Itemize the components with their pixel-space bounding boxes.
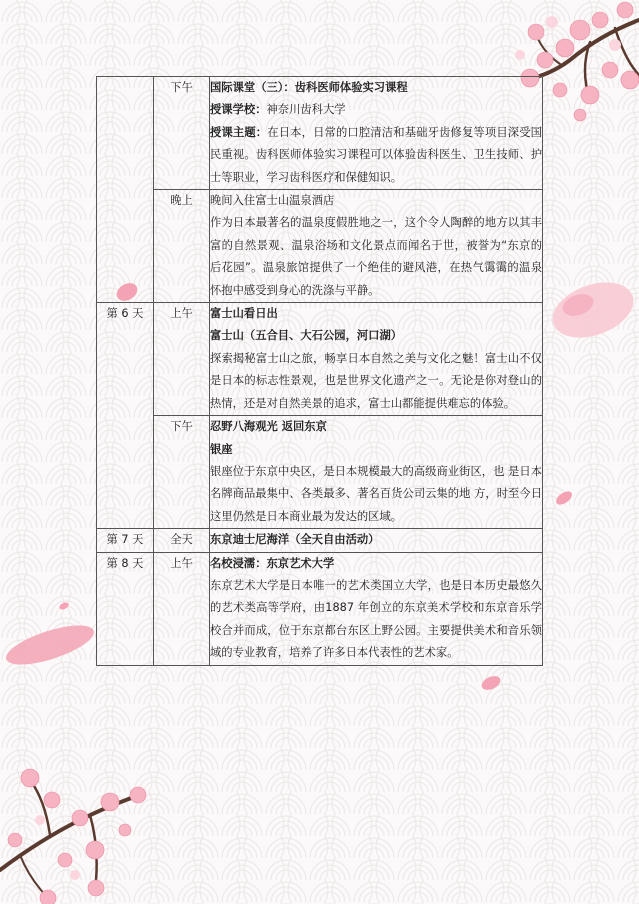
activity-text: 探索揭秘富士山之旅，畅享日本自然之美与文化之魅！富士山不仅是日本的标志性景观，也是世界文化遗产之一。无论是你对登山的热情，还是对自然美景的追求，富士山都能提供难忘的体验。: [210, 351, 542, 410]
activity-line: [210, 461, 542, 528]
petal-decoration-right: [548, 275, 639, 345]
activity-text: 东京艺术大学是日本唯一的艺术类国立大学，也是日本历史最悠久的艺术类高等学府，由1887 年创立的东京美术学校和东京音乐学校合并而成，位于东京都台东区上野公园。主要提供美术和音乐领域的专业教育，培养了许多日本代表性的艺术家。: [210, 578, 542, 660]
activity-cell: [210, 190, 543, 303]
activity-line: [210, 348, 542, 415]
activity-text: 东京迪士尼海洋（全天自由活动）: [210, 533, 380, 547]
itinerary-row: [97, 416, 543, 529]
activity-text: 富士山（五合目、大石公园，河口湖）: [210, 329, 403, 343]
activity-line: [210, 99, 542, 121]
activity-text: 银座位于东京中央区，是日本规模最大的高级商业街区，也 是日本名牌商品最集中、各类最多、著名百货公司云集的地 方，时至今日这里仍然是日本商业最为发达的区域。: [210, 464, 542, 523]
activity-detail: 神奈川齿科大学: [266, 103, 346, 117]
itinerary-row: [97, 529, 543, 552]
activity-text: 晚间入住富士山温泉酒店: [210, 194, 335, 208]
day-cell: 第 8 天: [97, 552, 154, 665]
day-cell: 第 7 天: [97, 529, 154, 552]
activity-text: 银座: [210, 442, 233, 456]
activity-line: [210, 553, 542, 575]
activity-line: [210, 212, 542, 302]
activity-text: 作为日本最著名的温泉度假胜地之一，这个令人陶醉的地方以其丰富的自然景观、温泉浴场和文化景点而闻名于世，被誉为“东京的后花园”。温泉旅馆提供了一个绝佳的避风港，在热气霭霭的温泉怀抱中感受到身心的洗涤与平静。: [210, 216, 542, 297]
activity-line: [210, 325, 542, 347]
activity-line: [210, 439, 542, 461]
activity-line: [210, 575, 542, 665]
time-of-day-cell: 下午: [154, 416, 210, 529]
petal-decoration-lower-left: [0, 620, 100, 670]
cherry-blossom-branch-bottom-left: [0, 740, 180, 904]
time-of-day-cell: 上午: [154, 552, 210, 665]
activity-line: [210, 416, 542, 438]
itinerary-row: [97, 303, 543, 416]
itinerary-row: [97, 77, 543, 190]
activity-cell: [210, 416, 543, 529]
activity-line: [210, 122, 542, 189]
activity-text: 名校浸濡：东京艺术大学: [210, 556, 335, 570]
petal-decoration-lower-right: [478, 672, 504, 694]
activity-line: [210, 190, 542, 212]
activity-text: 忍野八海观光 返回东京: [210, 420, 327, 434]
time-of-day-cell: 全天: [154, 529, 210, 552]
activity-detail: 在日本，日常的口腔清洁和基础牙齿修复等项目深受国民重视。齿科医师体验实习课程可以体验齿科医生、卫生技师、护士等职业，学习齿科医疗和保健知识。: [210, 125, 542, 184]
petal-decoration-mid-right: [552, 488, 576, 508]
activity-text: 授课主题：: [210, 125, 268, 139]
day-cell: 第 6 天: [97, 303, 154, 529]
petal-decoration-small: [57, 600, 71, 612]
time-of-day-cell: 下午: [154, 77, 210, 190]
itinerary-row: [97, 552, 543, 665]
activity-text: 富士山看日出: [210, 307, 278, 321]
day-cell: [97, 77, 154, 303]
itinerary-table: [96, 76, 543, 666]
time-of-day-cell: 上午: [154, 303, 210, 416]
activity-cell: [210, 303, 543, 416]
activity-line: [210, 303, 542, 325]
activity-cell: [210, 552, 543, 665]
activity-text: 授课学校：: [210, 103, 267, 117]
activity-cell: [210, 529, 543, 552]
activity-text: 国际课堂（三）：齿科医师体验实习课程: [210, 81, 408, 94]
time-of-day-cell: 晚上: [154, 190, 210, 303]
activity-line: [210, 529, 542, 551]
activity-line: [210, 77, 542, 99]
itinerary-row: [97, 190, 543, 303]
activity-cell: [210, 77, 543, 190]
